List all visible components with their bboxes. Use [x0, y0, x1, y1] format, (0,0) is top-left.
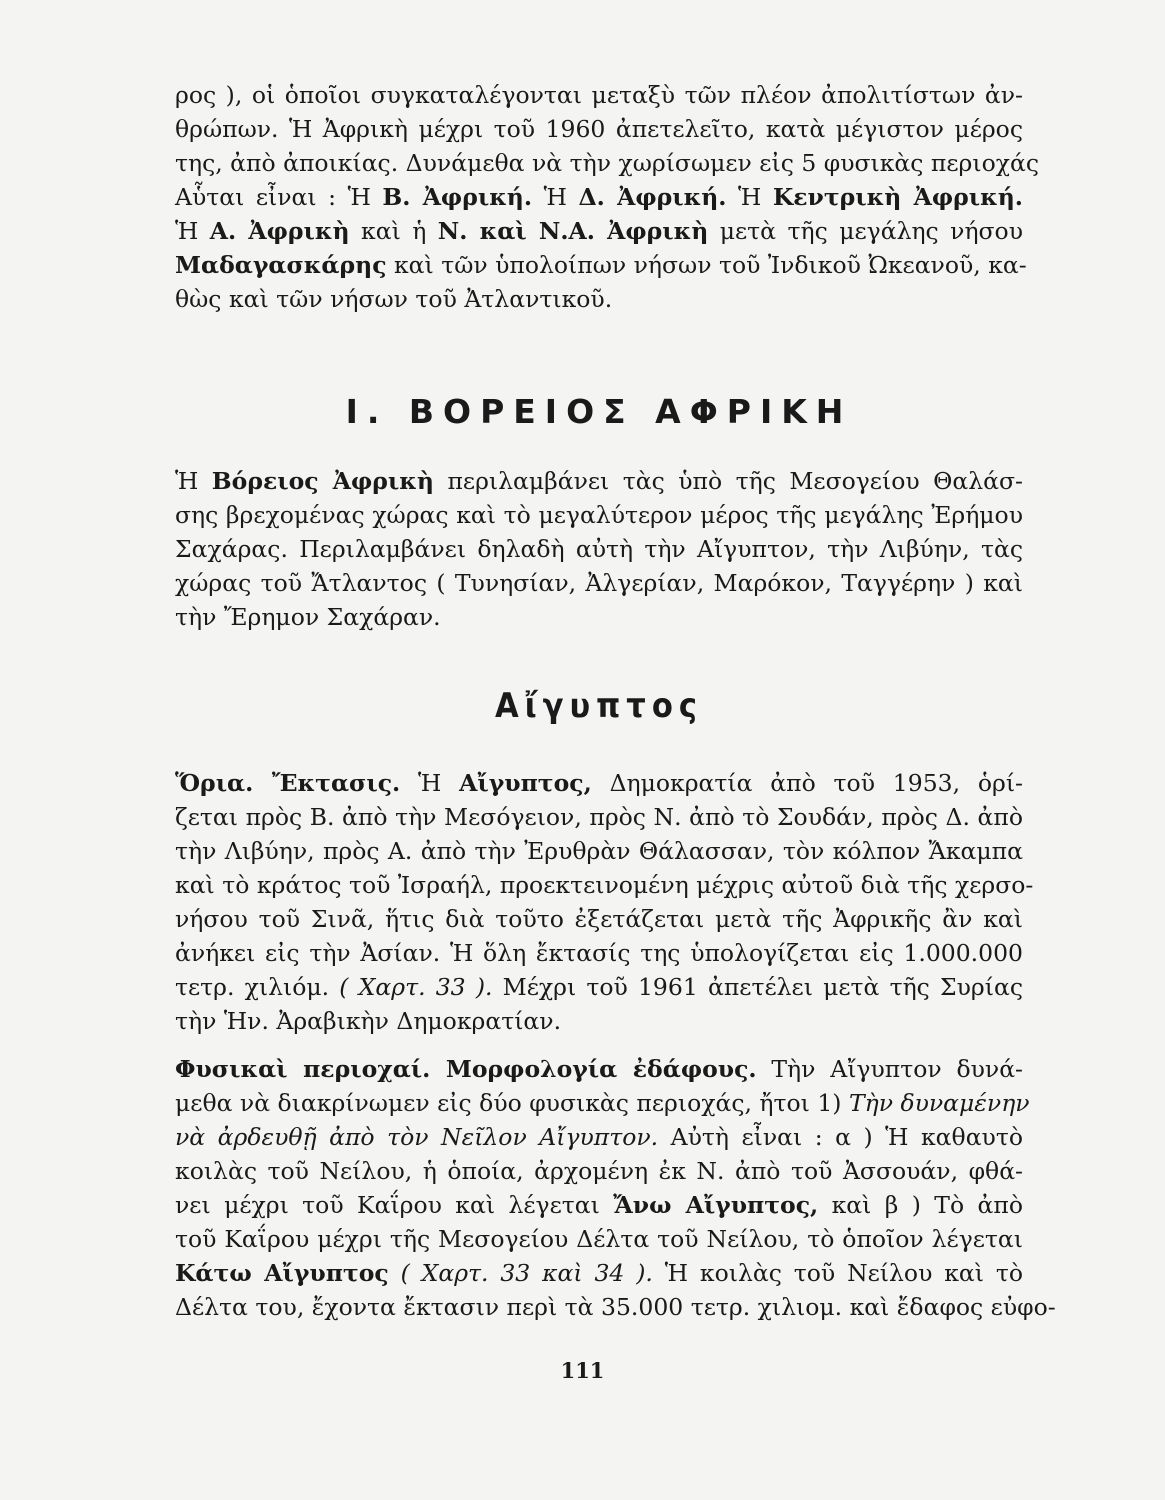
text-run: Αὐτὴ εἶναι : α ) Ἡ καθαυτὸ	[658, 1123, 1023, 1151]
subsection-heading: Αἴγυπτος	[495, 686, 703, 726]
text-run: κοιλὰς τοῦ Νείλου, ἡ ὁποία, ἀρχομένη ἐκ Ν. ἀπὸ τοῦ Ἀσσουάν, φθά-	[175, 1157, 1023, 1185]
text-run: περιλαμβάνει τὰς ὑπὸ τῆς Μεσογείου Θαλάσ-	[433, 467, 1023, 495]
text-run: Ἡ	[532, 183, 579, 211]
text-run: Δέλτα του, ἔχοντα ἔκτασιν περὶ τὰ 35.000 τετρ. χιλιομ. καὶ ἔδαφος εὐφο-	[175, 1293, 1056, 1321]
text-line	[175, 1120, 1023, 1154]
text-line	[175, 566, 1023, 600]
section-heading: I. ΒΟΡΕΙΟΣ ΑΦΡΙΚΗ	[345, 392, 853, 431]
text-run: μεθα νὰ διακρίνωμεν εἰς δύο φυσικὰς περιοχάς, ἤτοι 1)	[175, 1089, 849, 1117]
text-run	[389, 1259, 401, 1287]
italic-reference: νὰ ἀρδευθῇ ἀπὸ τὸν Νεῖλον Αἴγυπτον.	[175, 1123, 659, 1151]
text-run: καὶ τῶν ὑπολοίπων νήσων τοῦ Ἰνδικοῦ Ὠκεανοῦ, κα-	[386, 251, 1027, 279]
north-africa-paragraph	[175, 464, 1023, 634]
text-run: νήσου τοῦ Σινᾶ, ἥτις διὰ τοῦτο ἐξετάζεται μετὰ τῆς Ἀφρικῆς ἂν καὶ	[175, 905, 1023, 933]
text-run: Ἡ	[726, 183, 773, 211]
text-run: Αὗται εἶναι : Ἡ	[175, 183, 383, 211]
text-run: καὶ β ) Τὸ ἀπὸ	[818, 1191, 1023, 1219]
text-run: ζεται πρὸς Β. ἀπὸ τὴν Μεσόγειον, πρὸς Ν. ἀπὸ τὸ Σουδάν, πρὸς Δ. ἀπὸ	[175, 803, 1023, 831]
text-run: ρος ), οἱ ὁποῖοι συγκαταλέγονται μεταξὺ τῶν πλέον ἀπολιτίστων ἀν-	[175, 81, 1023, 109]
bold-term: Κάτω Αἴγυπτος	[175, 1259, 389, 1287]
bold-term: Βόρειος Ἀφρικὴ	[211, 467, 434, 495]
text-run: της, ἀπὸ ἀποικίας. Δυνάμεθα νὰ τὴν χωρίσωμεν εἰς 5 φυσικὰς περιοχάς	[175, 149, 1040, 177]
text-line	[175, 146, 1040, 180]
text-run: ἀνήκει εἰς τὴν Ἀσίαν. Ἡ ὅλη ἔκτασίς της ὑπολογίζεται εἰς 1.000.000	[175, 939, 1023, 967]
text-line	[175, 1004, 1023, 1038]
text-line	[175, 532, 1023, 566]
text-run: νει μέχρι τοῦ Καΐρου καὶ λέγεται	[175, 1191, 614, 1219]
text-line	[175, 464, 1023, 498]
text-line	[175, 970, 1023, 1004]
text-run: τὴν Ἔρημον Σαχάραν.	[175, 603, 441, 631]
text-run: καὶ ἡ	[349, 217, 438, 245]
borders-paragraph	[175, 766, 1034, 1038]
text-line	[175, 1188, 1023, 1222]
text-line	[175, 180, 1023, 214]
text-run: τοῦ Καΐρου μέχρι τῆς Μεσογείου Δέλτα τοῦ Νείλου, τὸ ὁποῖον λέγεται	[175, 1225, 1023, 1253]
text-run: τὴν Λιβύην, πρὸς Α. ἀπὸ τὴν Ἐρυθρὰν Θάλασσαν, τὸν κόλπον Ἄκαμπα	[175, 837, 1023, 865]
intro-paragraph	[175, 78, 1040, 316]
italic-reference: Τὴν δυναμένην	[848, 1089, 1030, 1117]
text-run: Ἡ κοιλὰς τοῦ Νείλου καὶ τὸ	[652, 1259, 1024, 1287]
text-line	[175, 1086, 1030, 1120]
text-line	[175, 248, 1027, 282]
text-line	[175, 800, 1023, 834]
text-line	[175, 214, 1023, 248]
text-line	[175, 498, 1023, 532]
text-run: τετρ. χιλιόμ.	[175, 973, 340, 1001]
text-run: χώρας τοῦ Ἄτλαντος ( Τυνησίαν, Ἀλγερίαν, Μαρόκον, Ταγγέρην ) καὶ	[175, 569, 1023, 597]
text-run: Δημοκρατία ἀπὸ τοῦ 1953, ὁρί-	[591, 769, 1023, 797]
text-run: σης βρεχομένας χώρας καὶ τὸ μεγαλύτερον μέρος τῆς μεγάλης Ἐρήμου	[175, 501, 1023, 529]
text-line	[175, 902, 1023, 936]
bold-term: Αἴγυπτος,	[459, 769, 592, 797]
text-line	[175, 936, 1023, 970]
text-line	[175, 834, 1023, 868]
bold-term: Κεντρικὴ Ἀφρική.	[772, 183, 1023, 211]
physical-regions-paragraph	[175, 1052, 1056, 1324]
bold-term: Β. Ἀφρική.	[382, 183, 533, 211]
bold-term: Μαδαγασκάρης	[175, 251, 387, 279]
text-run: Τὴν Αἴγυπτον δυνά-	[756, 1055, 1023, 1083]
text-run: Μέχρι τοῦ 1961 ἀπετέλει μετὰ τῆς Συρίας	[492, 973, 1023, 1001]
italic-reference: ( Χαρτ. 33 ).	[339, 973, 493, 1001]
text-run: Ἡ	[175, 467, 212, 495]
bold-term: Ἄνω Αἴγυπτος,	[613, 1191, 819, 1219]
text-line	[175, 600, 1023, 634]
text-run: τὴν Ἡν. Ἀραβικὴν Δημοκρατίαν.	[175, 1007, 562, 1035]
bold-term: Δ. Ἀφρική.	[578, 183, 727, 211]
bold-term: Ν. καὶ Ν.Α. Ἀφρικὴ	[437, 217, 709, 245]
text-line	[175, 78, 1023, 112]
bold-term: Φυσικαὶ περιοχαί. Μορφολογία ἐδάφους.	[175, 1055, 757, 1083]
text-run: Ἡ	[175, 217, 210, 245]
text-line	[175, 282, 1023, 316]
text-line	[175, 1052, 1023, 1086]
text-line	[175, 112, 1023, 146]
bold-term: Α. Ἀφρικὴ	[209, 217, 350, 245]
text-run: Σαχάρας. Περιλαμβάνει δηλαδὴ αὐτὴ τὴν Αἴγυπτον, τὴν Λιβύην, τὰς	[175, 535, 1023, 563]
text-line	[175, 868, 1034, 902]
text-run: καὶ τὸ κράτος τοῦ Ἰσραήλ, προεκτεινομένη μέχρις αὐτοῦ διὰ τῆς χερσο-	[175, 871, 1034, 899]
text-line	[175, 766, 1023, 800]
text-run: Ἡ	[400, 769, 460, 797]
italic-reference: ( Χαρτ. 33 καὶ 34 ).	[400, 1259, 653, 1287]
text-line	[175, 1290, 1056, 1324]
page-number: 111	[560, 1358, 605, 1383]
text-run: θρώπων. Ἡ Ἀφρικὴ μέχρι τοῦ 1960 ἀπετελεῖτο, κατὰ μέγιστον μέρος	[175, 115, 1023, 143]
text-line	[175, 1256, 1023, 1290]
text-run: θὼς καὶ τῶν νήσων τοῦ Ἀτλαντικοῦ.	[175, 285, 613, 313]
text-line	[175, 1222, 1023, 1256]
bold-term: Ὅρια. Ἔκτασις.	[175, 769, 401, 797]
text-run: μετὰ τῆς μεγάλης νήσου	[708, 217, 1023, 245]
text-line	[175, 1154, 1023, 1188]
